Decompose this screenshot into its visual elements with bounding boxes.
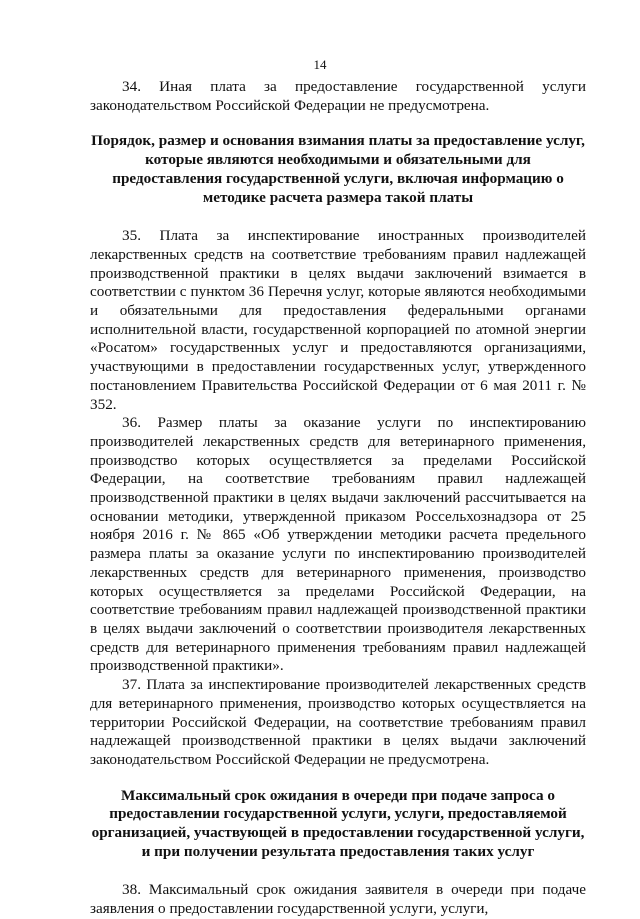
paragraph-35: 35. Плата за инспектирование иностранных производителей лекарственных средств на соответствие требованиям правил надлежащей производственной практики в целях выдачи заключений взимается в соответствии с пунктом 36 Перечня услуг, которые являются необходимыми и обязательными для предоставления федеральными органами исполнительной власти, государственной корпорацией по атомной энергии «Росатом» государственных услуг и предоставляются организациями, участвующими в предоставлении государственных услуг, утвержденного постановлением Правительства Российской Федерации от 6 мая 2011 г. № 352. [90, 227, 586, 413]
spacer [90, 207, 586, 227]
document-body [90, 78, 586, 919]
spacer [90, 861, 586, 881]
paragraph-37: 37. Плата за инспектирование производителей лекарственных средств для ветеринарного применения, производство которых осуществляется на территории Российской Федерации, на соответствие требованиям правил надлежащей производственной практики в целях выдачи заключений законодательством Российской Федерации не предусмотрена. [90, 676, 586, 768]
paragraph-38: 38. Максимальный срок ожидания заявителя в очереди при подаче заявления о предоставлении государственной услуги, услуги, [90, 881, 586, 918]
paragraph-34: 34. Иная плата за предоставление государственной услуги законодательством Российской Федерации не предусмотрена. [90, 78, 586, 114]
section-heading-fees: Порядок, размер и основания взимания платы за предоставление услуг, которые являются необходимыми и обязательными для предоставления государственной услуги, включая информацию о методике расчета размера такой платы [91, 132, 585, 206]
paragraph-36: 36. Размер платы за оказание услуги по инспектированию производителей лекарственных средств для ветеринарного применения, производство которых осуществляется за пределами Российской Федерации, на соответствие требованиям правил надлежащей производственной практики в целях выдачи заключений рассчитывается на основании методики, утвержденной приказом Россельхознадзора от 25 ноября 2016 г. № 865 «Об утверждении методики расчета предельного размера платы за оказание услуги по инспектированию производителей лекарственных средств для ветеринарного применения, производство которых осуществляется за пределами Российской Федерации, на соответствие требованиям правил надлежащей производственной практики в целях выдачи заключений о соответствии производителя лекарственных средств для ветеринарного применения требованиям правил надлежащей производственной практики». [90, 414, 586, 675]
section-heading-queue-time: Максимальный срок ожидания в очереди при подаче запроса о предоставлении государственной услуги, услуги, предоставляемой организацией, участвующей в предоставлении государственной услуги, и при получении результата предоставления таких услуг [91, 786, 585, 860]
page-number: 14 [313, 57, 327, 72]
spacer [90, 770, 586, 787]
spacer [90, 115, 586, 132]
